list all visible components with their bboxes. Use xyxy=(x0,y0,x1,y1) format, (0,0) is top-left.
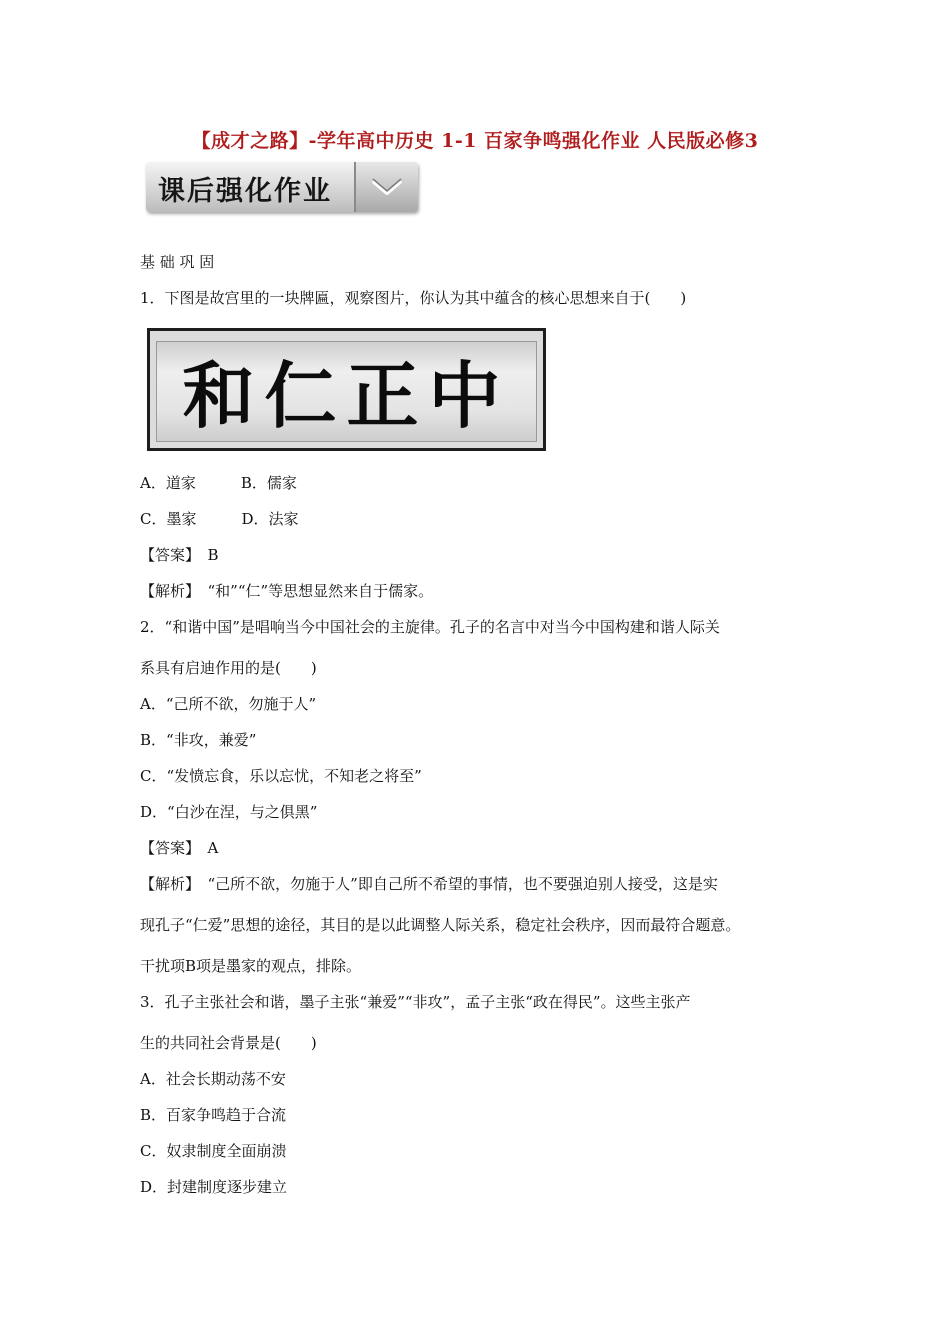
q2-answer: 【答案】 A xyxy=(140,839,219,857)
document-title: 【成才之路】-学年高中历史 1-1 百家争鸣强化作业 人民版必修3 xyxy=(191,130,759,152)
q3-option-d: D．封建制度逐步建立 xyxy=(140,1178,288,1196)
q2-stem-line1: 2．“和谐中国”是唱响当今中国社会的主旋律。孔子的名言中对当今中国构建和谐人际关 xyxy=(140,618,720,636)
q2-option-d: D．“白沙在涅，与之俱黑” xyxy=(140,803,318,821)
q2-option-c: C．“发愤忘食，乐以忘忧，不知老之将至” xyxy=(140,767,422,785)
q2-analysis-line2: 现孔子“仁爱”思想的途径，其目的是以此调整人际关系，稳定社会秩序，因而最符合题意。 xyxy=(140,916,741,934)
q3-option-a: A．社会长期动荡不安 xyxy=(140,1070,286,1088)
section-heading: 基 础 巩 固 xyxy=(140,253,215,271)
q2-stem-line2: 系具有启迪作用的是( ) xyxy=(140,659,317,677)
q1-options-ab: A．道家 B．儒家 xyxy=(140,474,297,492)
plaque-inscription: 和仁正中 xyxy=(182,353,511,438)
chevron-down-icon xyxy=(354,162,418,212)
q1-analysis: 【解析】 “和”“仁”等思想显然来自于儒家。 xyxy=(140,582,434,600)
q2-option-a: A．“己所不欲，勿施于人” xyxy=(140,695,317,713)
section-banner xyxy=(146,162,418,212)
banner-label: 课后强化作业 xyxy=(158,176,332,207)
q2-analysis-line3: 干扰项B项是墨家的观点，排除。 xyxy=(140,957,362,975)
q1-stem: 1．下图是故宫里的一块牌匾，观察图片，你认为其中蕴含的核心思想来自于( ) xyxy=(140,289,687,307)
q1-options-cd: C．墨家 D．法家 xyxy=(140,510,299,528)
q1-answer: 【答案】 B xyxy=(140,546,219,564)
q3-stem-line2: 生的共同社会背景是( ) xyxy=(140,1034,317,1052)
q3-stem-line1: 3．孔子主张社会和谐，墨子主张“兼爱”“非攻”，孟子主张“政在得民”。这些主张产 xyxy=(140,993,691,1011)
q2-option-b: B．“非攻，兼爱” xyxy=(140,731,257,749)
q2-analysis-line1: 【解析】 “己所不欲，勿施于人”即自己所不希望的事情，也不要强迫别人接受，这是实 xyxy=(140,875,718,893)
plaque-image xyxy=(147,328,546,451)
q3-option-b: B．百家争鸣趋于合流 xyxy=(140,1106,287,1124)
q3-option-c: C．奴隶制度全面崩溃 xyxy=(140,1142,287,1160)
